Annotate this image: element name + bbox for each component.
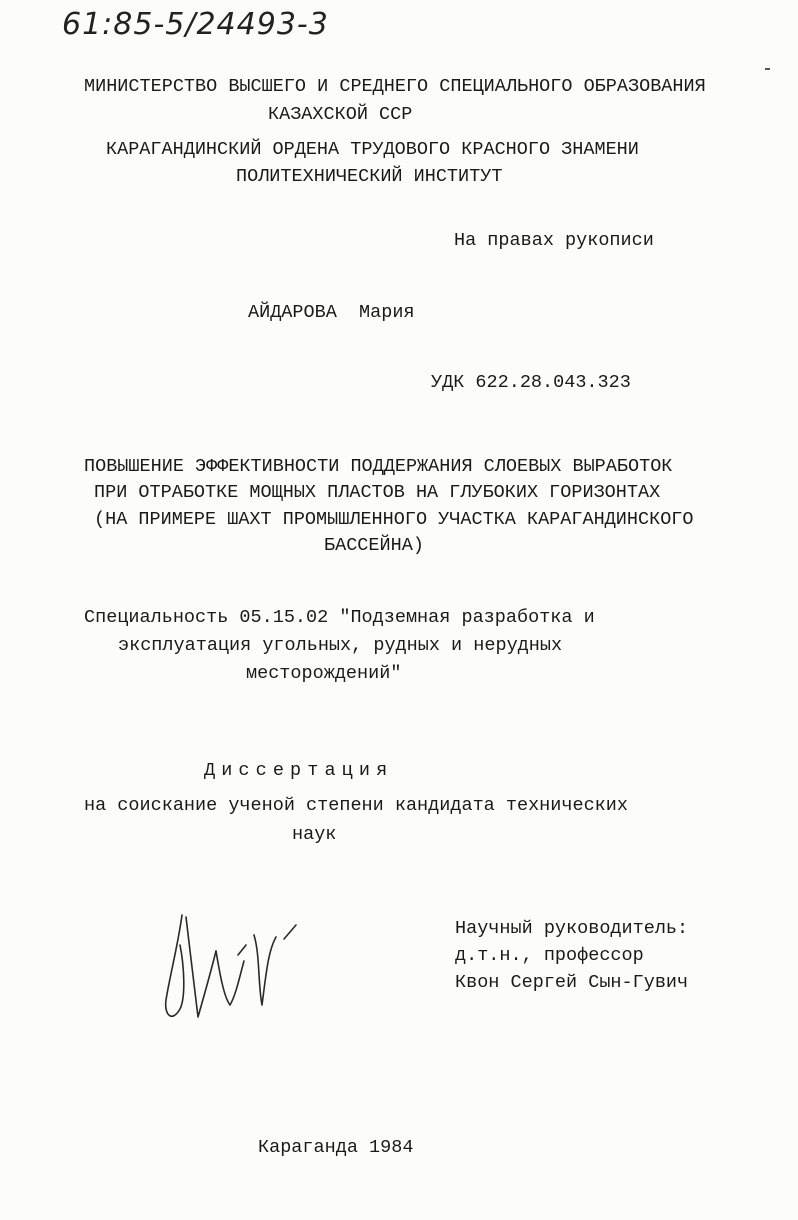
advisor-degree: д.т.н., профессор — [455, 945, 644, 966]
advisor-role: Научный руководитель: — [455, 918, 689, 939]
ministry-line-1: МИНИСТЕРСТВО ВЫСШЕГО И СРЕДНЕГО СПЕЦИАЛЬНОГО ОБРАЗОВАНИЯ — [84, 76, 706, 97]
title-line-4: БАССЕЙНА) — [324, 535, 424, 556]
institute-line-1: КАРАГАНДИНСКИЙ ОРДЕНА ТРУДОВОГО КРАСНОГО ЗНАМЕНИ — [106, 139, 639, 160]
specialty-line-1: Специальность 05.15.02 "Подземная разработка и — [84, 607, 595, 628]
manuscript-note: На правах рукописи — [454, 230, 654, 251]
title-line-1: ПОВЫШЕНИЕ ЭФФЕКТИВНОСТИ ПОДДЕРЖАНИЯ СЛОЕВЫХ ВЫРАБОТОК — [84, 456, 673, 477]
signature-stroke-1 — [166, 915, 184, 1016]
speck-mark — [765, 68, 770, 70]
signature-stroke-3 — [216, 951, 244, 1005]
signature-scribble — [150, 905, 310, 1035]
archive-number-handwritten: 61:85-5/24493-3 — [62, 7, 329, 42]
author-name: АЙДАРОВА Мария — [248, 302, 415, 323]
signature-stroke-5 — [254, 935, 276, 1005]
advisor-name: Квон Сергей Сын-Гувич — [455, 972, 689, 993]
ministry-line-2: КАЗАХСКОЙ ССР — [268, 104, 413, 125]
degree-line-1: на соискание ученой степени кандидата технических — [84, 795, 628, 816]
degree-line-2: наук — [292, 824, 337, 845]
title-line-2: ПРИ ОТРАБОТКЕ МОЩНЫХ ПЛАСТОВ НА ГЛУБОКИХ ГОРИЗОНТАХ — [94, 482, 661, 503]
title-line-3: (НА ПРИМЕРЕ ШАХТ ПРОМЫШЛЕННОГО УЧАСТКА КАРАГАНДИНСКОГО — [94, 509, 694, 530]
signature-stroke-2 — [186, 917, 216, 1017]
specialty-line-2: эксплуатация угольных, рудных и нерудных — [118, 635, 563, 656]
signature-stroke-6 — [284, 925, 296, 939]
dissertation-word: Диссертация — [204, 760, 394, 781]
signature-stroke-4 — [238, 945, 246, 955]
city-year: Караганда 1984 — [258, 1137, 414, 1158]
udc-code: УДК 622.28.043.323 — [431, 372, 631, 393]
specialty-line-3: месторождений" — [246, 663, 402, 684]
institute-line-2: ПОЛИТЕХНИЧЕСКИЙ ИНСТИТУТ — [236, 166, 503, 187]
